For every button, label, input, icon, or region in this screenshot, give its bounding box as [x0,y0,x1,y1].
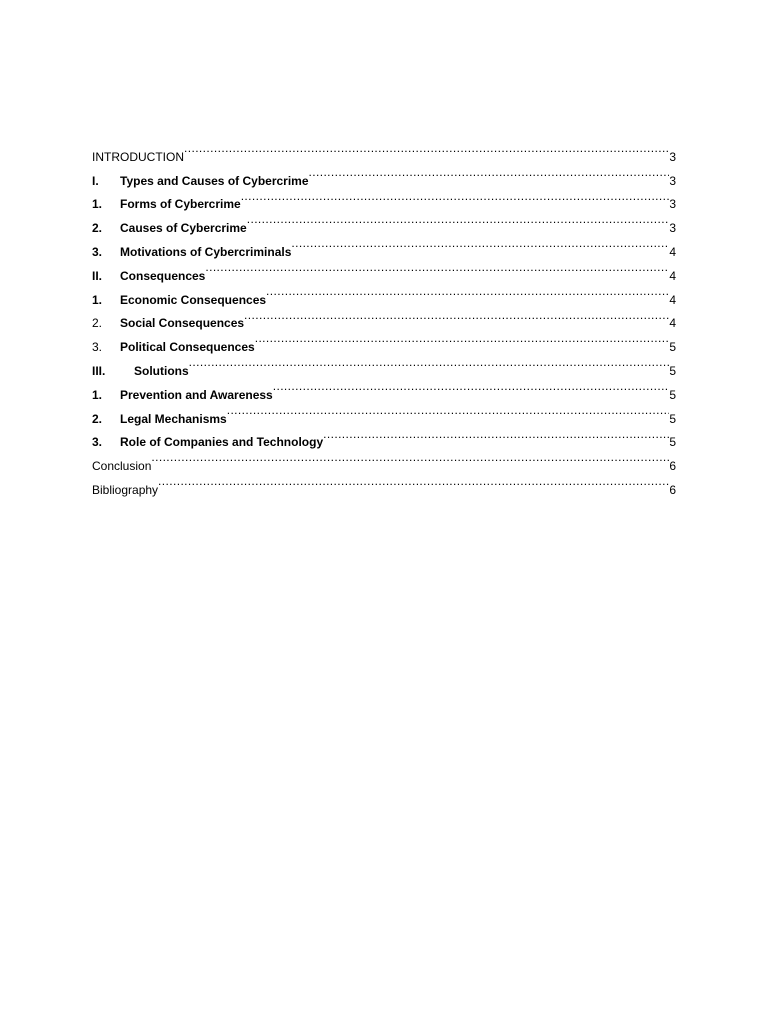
toc-entry-number: II. [92,268,103,283]
toc-entry-title: Prevention and Awareness [120,387,273,402]
toc-entry-number: 1. [92,292,103,307]
toc-entry-page-number: 5 [669,340,676,355]
toc-entry-title: Bibliography [92,482,159,497]
toc-dot-leader [291,232,669,256]
toc-entry-title: Legal Mechanisms [120,411,227,426]
toc-entry-number: 1. [92,197,103,212]
toc-entry-page-number: 5 [669,411,676,426]
toc-entry-number: 3. [92,340,103,355]
toc-entry-page-number: 3 [669,221,676,236]
toc-dot-leader [184,137,669,161]
toc-entry-number: 2. [92,221,103,236]
toc-entry-title: Types and Causes of Cybercrime [120,173,309,188]
toc-entry-page-number: 5 [669,435,676,450]
toc-entry-title: Motivations of Cybercriminals [120,244,292,259]
toc-entry-page-number: 4 [669,244,676,259]
toc-entry-page-number: 3 [669,149,676,164]
toc-entry-number: 3. [92,435,103,450]
toc-entry-page-number: 4 [669,292,676,307]
toc-entry-title: INTRODUCTION [92,149,184,164]
toc-dot-leader [189,351,670,375]
toc-entry-title: Political Consequences [120,340,255,355]
toc-dot-leader [241,185,670,209]
toc-entry-number: 2. [92,316,103,331]
toc-entry-number: III. [92,363,106,378]
toc-entry-page-number: 3 [669,173,676,188]
toc-entry-title: Conclusion [92,459,152,474]
toc-entry-number: 2. [92,411,103,426]
toc-entry[interactable] [92,137,676,164]
toc-entry-number: 1. [92,387,103,402]
toc-dot-leader [266,280,669,304]
toc-entry-title: Solutions [134,363,189,378]
toc-dot-leader [323,423,669,447]
toc-dot-leader [158,470,669,494]
toc-entry-page-number: 5 [669,387,676,402]
toc-entry-page-number: 6 [669,482,676,497]
toc-entry-page-number: 3 [669,197,676,212]
table-of-contents [92,137,676,497]
toc-entry[interactable] [92,446,676,474]
toc-entry-number: I. [92,173,99,188]
toc-dot-leader [151,446,669,470]
toc-entry-page-number: 4 [669,268,676,283]
toc-dot-leader [273,375,670,399]
toc-entry-title: Economic Consequences [120,292,267,307]
toc-dot-leader [255,327,670,351]
toc-dot-leader [309,161,670,185]
toc-entry-page-number: 6 [669,459,676,474]
toc-entry[interactable] [92,470,676,497]
toc-entry-title: Forms of Cybercrime [120,197,241,212]
toc-dot-leader [227,399,670,423]
toc-entry-page-number: 5 [669,363,676,378]
toc-dot-leader [247,208,670,232]
toc-entry-title: Consequences [120,268,206,283]
toc-entry-title: Social Consequences [120,316,245,331]
toc-entry-title: Causes of Cybercrime [120,221,247,236]
toc-entry-number: 3. [92,244,103,259]
toc-dot-leader [244,304,669,328]
toc-dot-leader [205,256,669,280]
toc-entry-page-number: 4 [669,316,676,331]
toc-entry-title: Role of Companies and Technology [120,435,324,450]
